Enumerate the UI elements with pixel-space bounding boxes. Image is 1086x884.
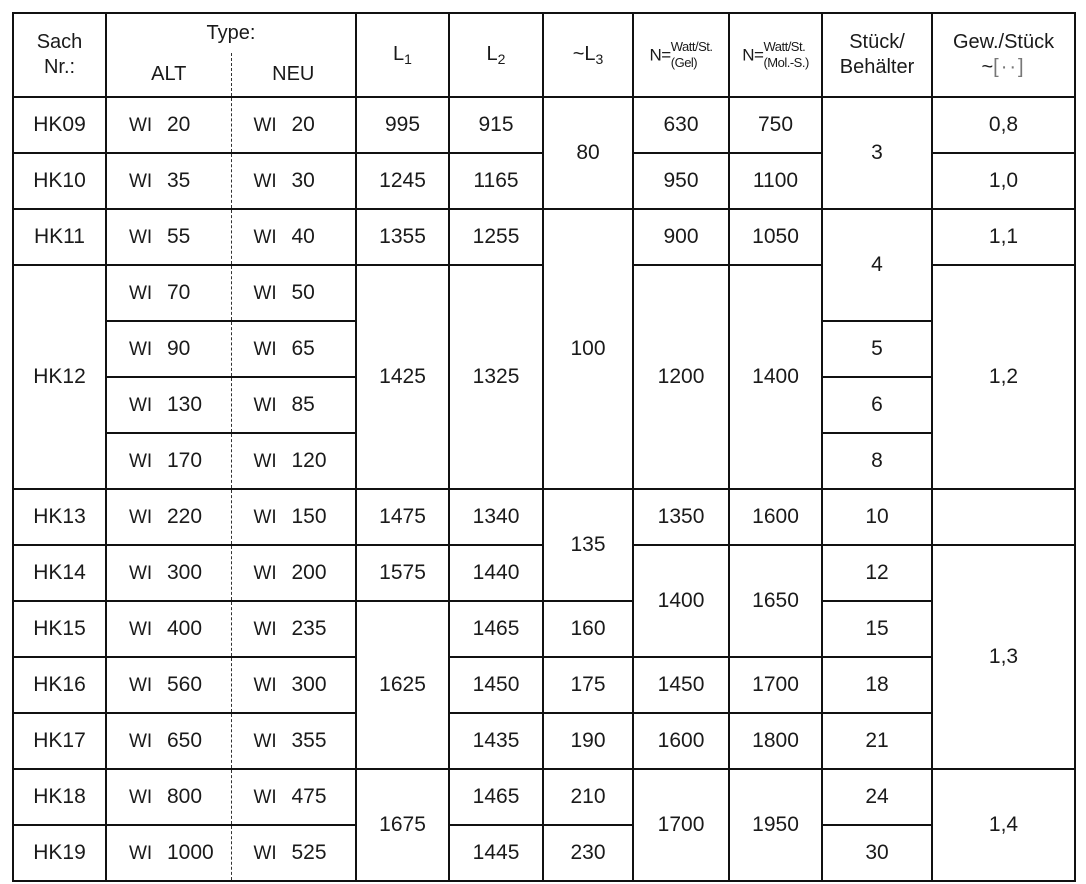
- gewicht-cell: 0,8: [932, 97, 1075, 153]
- l1-cell: 1475: [356, 489, 449, 545]
- l2-cell: 1255: [449, 209, 543, 265]
- sach-nr-cell: HK14: [13, 545, 106, 601]
- l1-cell: 1425: [356, 265, 449, 489]
- header-n-gel: N=Watt/St. (Gel): [633, 13, 729, 97]
- l3-cell: 100: [543, 209, 633, 489]
- l2-cell: 915: [449, 97, 543, 153]
- header-row-1: [13, 13, 1075, 53]
- stueck-cell: 21: [822, 713, 932, 769]
- l2-cell: 1450: [449, 657, 543, 713]
- table-row: [13, 489, 1075, 545]
- l2-cell: 1465: [449, 601, 543, 657]
- sach-nr-cell: HK10: [13, 153, 106, 209]
- gewicht-cell: 1,2: [932, 265, 1075, 489]
- stueck-cell: 3: [822, 97, 932, 209]
- gewicht-cell: 1,4: [932, 769, 1075, 881]
- type-neu-cell: WI 65: [231, 321, 356, 377]
- n-mol-cell: 1100: [729, 153, 822, 209]
- type-neu-cell: WI 355: [231, 713, 356, 769]
- header-alt: ALT: [106, 53, 231, 97]
- l2-cell: 1340: [449, 489, 543, 545]
- l2-cell: 1165: [449, 153, 543, 209]
- type-alt-cell: WI 20: [106, 97, 231, 153]
- type-neu-cell: WI 475: [231, 769, 356, 825]
- type-neu-cell: WI 20: [231, 97, 356, 153]
- sach-nr-cell: HK11: [13, 209, 106, 265]
- n-mol-cell: 1800: [729, 713, 822, 769]
- sach-nr-cell: HK16: [13, 657, 106, 713]
- gewicht-cell: 1,1: [932, 209, 1075, 265]
- sach-nr-cell: HK18: [13, 769, 106, 825]
- type-alt-cell: WI 90: [106, 321, 231, 377]
- n-mol-cell: 750: [729, 97, 822, 153]
- table-row: [13, 713, 1075, 769]
- header-neu: NEU: [231, 53, 356, 97]
- header-l3: $\sim L_3$: [543, 13, 633, 97]
- type-neu-cell: WI 85: [231, 377, 356, 433]
- n-gel-cell: 630: [633, 97, 729, 153]
- l1-cell: 1625: [356, 601, 449, 769]
- stueck-cell: 5: [822, 321, 932, 377]
- type-neu-cell: WI 50: [231, 265, 356, 321]
- table-row: [13, 769, 1075, 825]
- type-neu-cell: WI 300: [231, 657, 356, 713]
- type-alt-cell: WI 70: [106, 265, 231, 321]
- type-neu-cell: WI 120: [231, 433, 356, 489]
- header-sach-nr: Sach Nr.:: [13, 13, 106, 97]
- n-gel-cell: 1450: [633, 657, 729, 713]
- l2-cell: 1445: [449, 825, 543, 881]
- stueck-cell: 24: [822, 769, 932, 825]
- n-mol-cell: 1700: [729, 657, 822, 713]
- stueck-cell: 18: [822, 657, 932, 713]
- stueck-cell: 6: [822, 377, 932, 433]
- sach-nr-cell: HK15: [13, 601, 106, 657]
- n-gel-cell: 1600: [633, 713, 729, 769]
- type-alt-cell: WI 55: [106, 209, 231, 265]
- l1-cell: 995: [356, 97, 449, 153]
- type-neu-cell: WI 40: [231, 209, 356, 265]
- table-row: [13, 97, 1075, 153]
- n-gel-cell: 950: [633, 153, 729, 209]
- n-gel-cell: 1350: [633, 489, 729, 545]
- spec-table: [12, 12, 1076, 882]
- type-alt-cell: WI 220: [106, 489, 231, 545]
- stueck-cell: 30: [822, 825, 932, 881]
- l1-cell: 1675: [356, 769, 449, 881]
- n-mol-cell: 1050: [729, 209, 822, 265]
- sach-nr-cell: HK09: [13, 97, 106, 153]
- type-alt-cell: WI 560: [106, 657, 231, 713]
- l2-cell: 1325: [449, 265, 543, 489]
- header-l2: $L_2$: [449, 13, 543, 97]
- l2-cell: 1435: [449, 713, 543, 769]
- type-alt-cell: WI 400: [106, 601, 231, 657]
- l3-cell: 135: [543, 489, 633, 601]
- l2-cell: 1465: [449, 769, 543, 825]
- n-mol-cell: 1400: [729, 265, 822, 489]
- stueck-cell: 4: [822, 209, 932, 321]
- gewicht-cell: 1,0: [932, 153, 1075, 209]
- type-alt-cell: WI 130: [106, 377, 231, 433]
- l3-cell: 210: [543, 769, 633, 825]
- stueck-cell: 15: [822, 601, 932, 657]
- table-row: [13, 209, 1075, 265]
- n-gel-cell: 1700: [633, 769, 729, 881]
- l3-cell: 80: [543, 97, 633, 209]
- l1-cell: 1575: [356, 545, 449, 601]
- type-neu-cell: WI 30: [231, 153, 356, 209]
- header-gewicht: Gew./Stück ~[··]: [932, 13, 1075, 97]
- table-row: [13, 601, 1075, 657]
- type-alt-cell: WI 650: [106, 713, 231, 769]
- l3-cell: 160: [543, 601, 633, 657]
- n-gel-cell: 1200: [633, 265, 729, 489]
- type-alt-cell: WI 300: [106, 545, 231, 601]
- sach-nr-cell: HK12: [13, 265, 106, 489]
- header-type: Type:: [106, 13, 356, 53]
- l3-cell: 175: [543, 657, 633, 713]
- n-mol-cell: 1650: [729, 545, 822, 657]
- l1-cell: 1355: [356, 209, 449, 265]
- type-neu-cell: WI 235: [231, 601, 356, 657]
- type-neu-cell: WI 525: [231, 825, 356, 881]
- n-mol-cell: 1950: [729, 769, 822, 881]
- n-gel-cell: 1400: [633, 545, 729, 657]
- sach-nr-cell: HK19: [13, 825, 106, 881]
- header-l1: $L_1$: [356, 13, 449, 97]
- l2-cell: 1440: [449, 545, 543, 601]
- n-mol-cell: 1600: [729, 489, 822, 545]
- l3-cell: 230: [543, 825, 633, 881]
- type-neu-cell: WI 200: [231, 545, 356, 601]
- table-row: [13, 825, 1075, 881]
- stueck-cell: 12: [822, 545, 932, 601]
- gewicht-cell: 1,3: [932, 545, 1075, 769]
- type-alt-cell: WI 1000: [106, 825, 231, 881]
- type-neu-cell: WI 150: [231, 489, 356, 545]
- type-alt-cell: WI 35: [106, 153, 231, 209]
- table-row: [13, 657, 1075, 713]
- type-alt-cell: WI 800: [106, 769, 231, 825]
- n-gel-cell: 900: [633, 209, 729, 265]
- l1-cell: 1245: [356, 153, 449, 209]
- stueck-cell: 8: [822, 433, 932, 489]
- header-n-mol: N=Watt/St. (Mol.-S.): [729, 13, 822, 97]
- header-stueck: Stück/ Behälter: [822, 13, 932, 97]
- l3-cell: 190: [543, 713, 633, 769]
- sach-nr-cell: HK17: [13, 713, 106, 769]
- sach-nr-cell: HK13: [13, 489, 106, 545]
- type-alt-cell: WI 170: [106, 433, 231, 489]
- stueck-cell: 10: [822, 489, 932, 545]
